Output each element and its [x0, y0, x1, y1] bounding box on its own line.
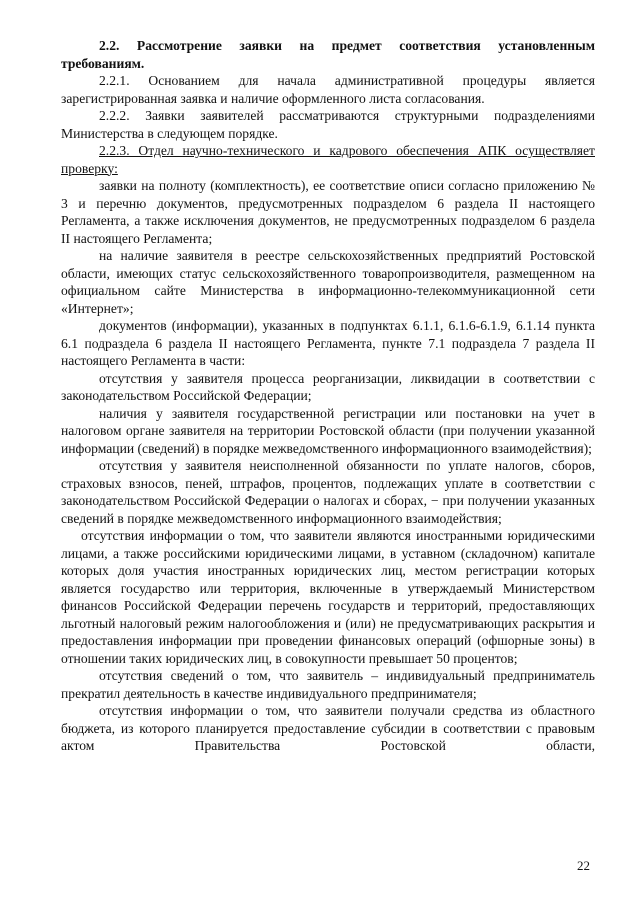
paragraph-2-2-2: 2.2.2. Заявки заявителей рассматриваются структурными подразделениями Министерства в следующем порядке.	[61, 108, 595, 141]
paragraph-state-registration: наличия у заявителя государственной регистрации или постановки на учет в налоговом органе заявителя на территории Ростовской области (при получении указанной информации (сведений) в порядке межведомственного информационного взаимодействия);	[61, 405, 595, 456]
paragraph-2-2-3: 2.2.3. Отдел научно-технического и кадрового обеспечения АПК осуществляет проверку:	[61, 143, 595, 176]
paragraph-completeness-check: заявки на полноту (комплектность), ее соответствие описи согласно приложению № 3 и перечню документов, предусмотренных подразделом 6 раздела II настоящего Регламента, а также исключения документов, не предусмотренных подразделом 6 раздела II настоящего Регламента;	[61, 178, 595, 246]
document-page	[61, 37, 595, 755]
paragraph-entrepreneur-status: отсутствия сведений о том, что заявитель – индивидуальный предприниматель прекратил деятельность в качестве индивидуального предпринимателя;	[61, 668, 595, 701]
paragraph-2-2-1: 2.2.1. Основанием для начала административной процедуры является зарегистрированная заявка и наличие оформленного листа согласования.	[61, 73, 595, 106]
paragraph-foreign-entities: отсутствия информации о том, что заявители являются иностранными юридическими лицами, а также российскими юридическими лицами, в уставном (складочном) капитале которых доля участия иностранных юридических лиц, местом регистрации которых является государство или территория, включенные в утверждаемый Министерством финансов Российской Федерации перечень государств и территорий, предоставляющих льготный налоговый режим налогообложения и (или) не предусматривающих раскрытия и предоставления информации при проведении финансовых операций (офшорные зоны) в отношении таких юридических лиц, в совокупности превышает 50 процентов;	[61, 528, 595, 666]
paragraph-no-reorganization: отсутствия у заявителя процесса реорганизации, ликвидации в соответствии с законодательством Российской Федерации;	[61, 370, 595, 403]
paragraph-documents-check: документов (информации), указанных в подпунктах 6.1.1, 6.1.6-6.1.9, 6.1.14 пункта 6.1 подраздела 6 раздела II настоящего Регламента, пункте 7.1 подраздела 7 раздела II настоящего Регламента в части:	[61, 318, 595, 368]
section-heading: 2.2. Рассмотрение заявки на предмет соответствия установленным требованиям.	[61, 38, 595, 71]
paragraph-tax-obligations: отсутствия у заявителя неисполненной обязанности по уплате налогов, сборов, страховых взносов, пеней, штрафов, процентов, подлежащих уплате в соответствии с законодательством Российской Федерации о налогах и сборах, − при получении указанных сведений в порядке межведомственного информационного взаимодействия;	[61, 458, 595, 526]
page-number: 22	[577, 858, 590, 873]
paragraph-budget-funds: отсутствия информации о том, что заявители получали средства из областного бюджета, из которого планируется предоставление субсидии в соответствии с правовым актом Правительства Ростовской области,	[61, 703, 595, 753]
paragraph-registry-check: на наличие заявителя в реестре сельскохозяйственных предприятий Ростовской области, имеющих статус сельскохозяйственного товаропроизводителя, размещенном на официальном сайте Министерства в информационно-телекоммуникационной сети «Интернет»;	[61, 248, 595, 316]
